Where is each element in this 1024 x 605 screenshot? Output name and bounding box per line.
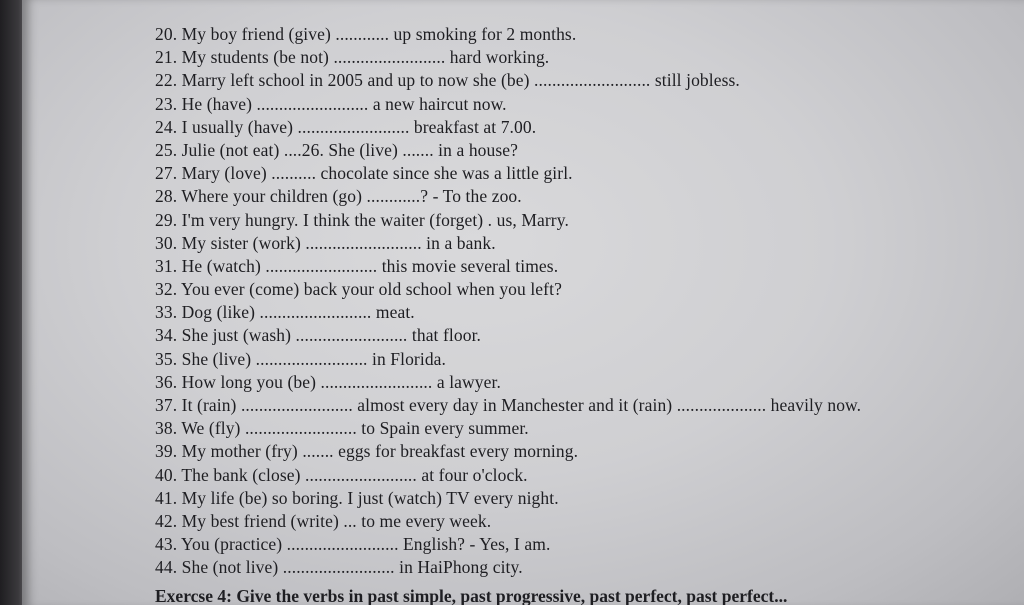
exercise-line-22: 22. Marry left school in 2005 and up to now she (be) .......................... still jobless. xyxy=(155,70,740,91)
exercise-line-42: 42. My best friend (write) ... to me every week. xyxy=(155,510,492,531)
exercise-line-38: 38. We (fly) ......................... to Spain every summer. xyxy=(155,418,529,439)
exercise-line-34: 34. She just (wash) ......................... that floor. xyxy=(155,325,482,346)
exercise-line-35: 35. She (live) ......................... in Florida. xyxy=(155,348,447,369)
exercise-line-31: 31. He (watch) ......................... this movie several times. xyxy=(155,255,559,276)
exercise-line-40: 40. The bank (close) ......................... at four o'clock. xyxy=(155,464,528,485)
exercise-line-36: 36. How long you (be) ......................... a lawyer. xyxy=(155,371,501,392)
exercise-line-39: 39. My mother (fry) ....... eggs for breakfast every morning. xyxy=(155,441,579,462)
exercise-line-20: 20. My boy friend (give) ............ up smoking for 2 months. xyxy=(155,24,577,44)
exercise-line-28: 28. Where your children (go) ............? - To the zoo. xyxy=(155,186,522,207)
exercise-line-41: 41. My life (be) so boring. I just (watch) TV every night. xyxy=(155,487,559,508)
exercise-line-37: 37. It (rain) ......................... almost every day in Manchester and it (rain) .................... heavily now. xyxy=(155,395,862,415)
exercise-line-25: 25. Julie (not eat) ....26. She (live) ....... in a house? xyxy=(155,139,519,160)
exercise-line-21: 21. My students (be not) ......................... hard working. xyxy=(155,47,550,68)
exercise-line-23: 23. He (have) ......................... a new haircut now. xyxy=(155,93,507,114)
exercise-line-27: 27. Mary (love) .......... chocolate since she was a little girl. xyxy=(155,163,573,184)
exercise-list xyxy=(155,23,861,580)
worksheet-page xyxy=(22,0,1024,605)
exercise-line-29: 29. I'm very hungry. I think the waiter (forget) . us, Marry. xyxy=(155,209,569,230)
exercise-line-33: 33. Dog (like) ......................... meat. xyxy=(155,302,415,323)
exercise-line-32: 32. You ever (come) back your old school when you left? xyxy=(155,279,562,300)
exercise-line-30: 30. My sister (work) .......................... in a bank. xyxy=(155,232,496,253)
exercise-line-44: 44. She (not live) ......................... in HaiPhong city. xyxy=(155,557,523,578)
exercise-line-43: 43. You (practice) ......................... English? - Yes, I am. xyxy=(155,534,551,555)
exercise-4-heading: Exercse 4: Give the verbs in past simple, past progressive, past perfect, past perfect... xyxy=(155,586,788,605)
exercise-line-24: 24. I usually (have) ......................... breakfast at 7.00. xyxy=(155,116,537,137)
